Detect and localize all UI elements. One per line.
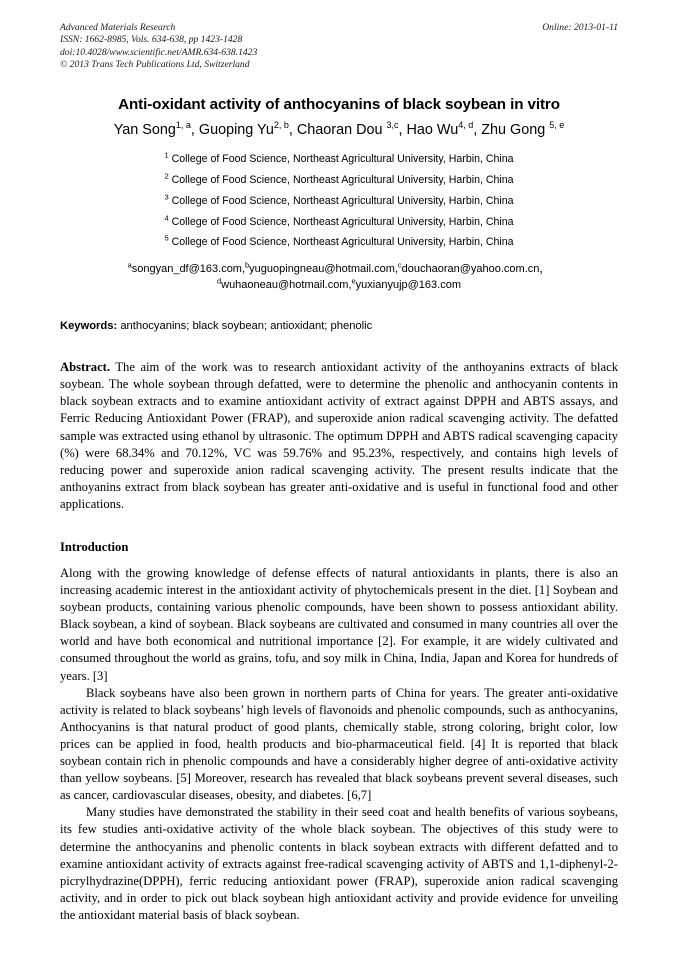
affiliation-text: College of Food Science, Northeast Agricultural University, Harbin, China <box>168 215 514 228</box>
author-name: Zhu Gong <box>481 122 550 139</box>
intro-paragraph-2: Black soybeans have also been grown in northern parts of China for years. The greater anti-oxidative activity is related to black soybeans’ high levels of flavonoids and phenolic compounds, such as anthocyanins, Anthocyanins is that natural product of good plants, chemically stable, strong coloring, bright color, low prices can be applied in food, health products and bio-pharmaceutical field. [4] It is reported that black soybean contain rich in phenolic compounds and have a considerably higher degree of anti-oxidative activity than yellow soybeans. [5] Moreover, research has revealed that black soybeans prevent several diseases, such as cancer, cardiovascular diseases, obesity, and diabetes. [6,7] <box>60 685 618 803</box>
journal-doi-line: doi:10.4028/www.scientific.net/AMR.634-638.1423 <box>60 46 258 58</box>
affiliation-text: College of Food Science, Northeast Agricultural University, Harbin, China <box>168 236 514 249</box>
affiliation-list <box>60 149 618 253</box>
abstract-block <box>60 359 618 513</box>
affiliation-marker: 4 <box>164 213 169 223</box>
page-content <box>60 0 618 924</box>
affiliation-marker: 5 <box>164 233 169 243</box>
affiliation-marker: 3 <box>164 192 169 202</box>
author-name: Guoping Yu <box>198 122 274 139</box>
email-list <box>60 261 618 293</box>
affiliation-line <box>60 191 618 212</box>
author-affiliation-marker: 1, a <box>175 120 191 131</box>
affiliation-line <box>60 170 618 191</box>
email-address[interactable]: yuguopingneau@hotmail.com, <box>249 263 398 276</box>
affiliation-line <box>60 149 618 170</box>
author-name: Yan Song <box>113 122 176 139</box>
email-line-2 <box>60 277 618 293</box>
email-address[interactable]: yuxianyujp@163.com <box>355 279 461 292</box>
intro-paragraph-3: Many studies have demonstrated the stability in their seed coat and health benefits of various soybeans, its few studies anti-oxidative activity of the whole black soybean. The objectives of this study were to determine the anthocyanins and phenolic contents in black soybean extracts with different defatted and to examine antioxidant activity of extracts against free-radical scavenging activity of ABTS and 1,1-diphenyl-2-picrylhydrazine(DPPH), ferric reducing antioxidant power (FRAP), superoxide anion radical scavenging activity, and in order to pick out black soybean high antioxidant activity and provide evidence for unveiling the antioxidant material basis of black soybean. <box>60 805 618 922</box>
online-date: Online: 2013-01-11 <box>542 22 618 33</box>
email-marker: d <box>217 276 222 286</box>
author-separator: , <box>398 122 407 139</box>
keywords-block <box>60 319 618 334</box>
author-list <box>60 120 618 140</box>
author-separator: , <box>473 122 482 139</box>
abstract-label: Abstract. <box>60 360 111 375</box>
author-separator: , <box>190 122 199 139</box>
author-affiliation-marker: 3,c <box>386 120 399 131</box>
author-affiliation-marker: 4, d <box>458 120 474 131</box>
author-separator: , <box>288 122 297 139</box>
journal-header <box>60 22 618 71</box>
email-address[interactable]: wuhaoneau@hotmail.com, <box>221 279 352 292</box>
author-name: Hao Wu <box>406 122 459 139</box>
affiliation-line <box>60 232 618 253</box>
abstract-text: The aim of the work was to research antioxidant activity of the anthoyanins extracts of black soybean. The whole soybean through defatted, were to determine the phenolic and anthocyanin contents in black soybean extracts and to examine antioxidant activity of extract against DPPH and ABTS assays, and Ferric Reducing Antioxidant Power (FRAP), and superoxide anion radical scavenging activity. The defatted sample was extracted using ethanol by ultrasonic. The optimum DPPH and ABTS radical scavenging capacity (%) were 68.34% and 70.12%, VC was 59.76% and 95.23%, respectively, and contains high levels of reducing power and superoxide anion radical scavenging activity. The present results indicate that the anthoyanins extract from black soybean has greater anti-oxidative and is useful in functional food and other applications. <box>60 360 618 511</box>
email-marker: c <box>397 260 402 270</box>
journal-name: Advanced Materials Research <box>60 22 176 33</box>
affiliation-marker: 2 <box>164 171 169 181</box>
affiliation-text: College of Food Science, Northeast Agricultural University, Harbin, China <box>168 194 514 207</box>
affiliation-marker: 1 <box>164 150 169 160</box>
author-affiliation-marker: 5, e <box>549 120 565 131</box>
email-marker: e <box>351 276 356 286</box>
email-marker: b <box>245 260 250 270</box>
affiliation-text: College of Food Science, Northeast Agricultural University, Harbin, China <box>168 153 514 166</box>
email-marker: a <box>127 260 132 270</box>
paper-title: Anti-oxidant activity of anthocyanins of black soybean in vitro <box>118 96 560 114</box>
affiliation-line <box>60 212 618 233</box>
journal-header-left <box>60 22 480 71</box>
section-heading-introduction: Introduction <box>60 540 129 555</box>
email-line-1 <box>60 261 618 277</box>
email-address[interactable]: douchaoran@yahoo.com.cn， <box>401 263 551 276</box>
author-name: Chaoran Dou <box>296 122 387 139</box>
keywords-value: anthocyanins; black soybean; antioxidant; phenolic <box>120 320 373 333</box>
journal-copyright-line: © 2013 Trans Tech Publications Ltd, Switzerland <box>60 58 250 70</box>
journal-issn-line: ISSN: 1662-8985, Vols. 634-638, pp 1423-1428 <box>60 34 243 46</box>
email-address[interactable]: songyan_df@163.com, <box>131 263 246 276</box>
keywords-label: Keywords: <box>60 320 118 333</box>
affiliation-text: College of Food Science, Northeast Agricultural University, Harbin, China <box>168 173 514 186</box>
intro-paragraph-1: Along with the growing knowledge of defense effects of natural antioxidants in plants, there is also an increasing academic interest in the antioxidant activity of phytochemicals present in the diet. [1] Soybean and soybean products, containing various phenolic compounds, have been shown to possess antioxidant ability. Black soybean, a kind of soybean. Black soybeans are cultivated and consumed in many countries all over the world and have both economical and nutritional importance [2]. For example, it are widely cultivated and consumed throughout the world as grains, tofu, and soy milk in China, India, Japan and Korea for hundreds of years. [3] <box>60 566 618 683</box>
author-affiliation-marker: 2, b <box>273 120 289 131</box>
